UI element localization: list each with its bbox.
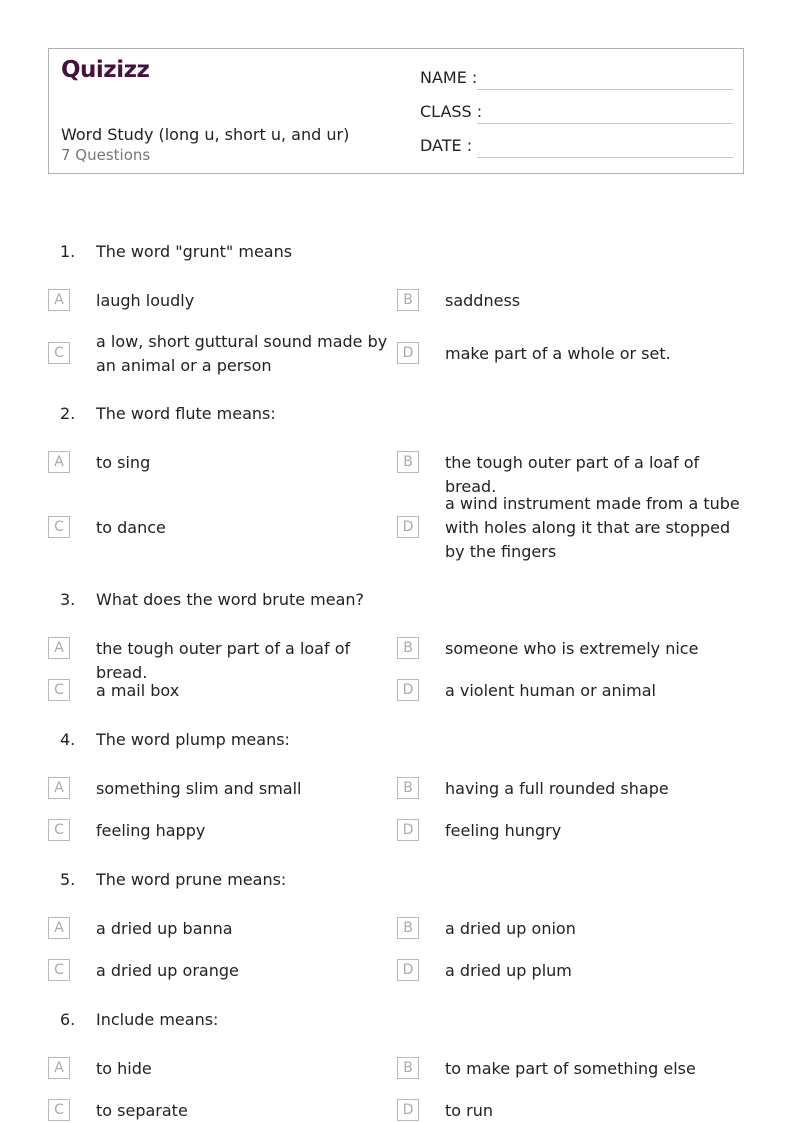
option-text: make part of a whole or set. <box>445 344 671 363</box>
question-text: The word "grunt" means <box>96 242 293 261</box>
question-count: 7 Questions <box>61 146 151 164</box>
question-number: 3. <box>60 590 76 609</box>
option-letter-box: C <box>48 516 70 538</box>
question-number: 6. <box>60 1010 76 1029</box>
option-letter-box: C <box>48 1099 70 1121</box>
option-letter-box: C <box>48 342 70 364</box>
option-text: a dried up orange <box>96 961 239 980</box>
option-letter-box: D <box>397 516 419 538</box>
option-letter-box: B <box>397 451 419 473</box>
name-line <box>477 89 733 90</box>
option-letter-box: A <box>48 917 70 939</box>
option-letter-box: A <box>48 637 70 659</box>
question-text: The word plump means: <box>96 730 290 749</box>
question-text: The word prune means: <box>96 870 287 889</box>
class-label: CLASS : <box>420 102 483 121</box>
date-label: DATE : <box>420 136 473 155</box>
option-letter-box: B <box>397 917 419 939</box>
option-text: a dried up banna <box>96 919 233 938</box>
option-letter-box: D <box>397 342 419 364</box>
option-letter-box: B <box>397 637 419 659</box>
class-line <box>477 123 733 124</box>
option-text: to separate <box>96 1101 188 1120</box>
option-letter-box: B <box>397 289 419 311</box>
question-text: The word flute means: <box>96 404 276 423</box>
option-letter-box: B <box>397 1057 419 1079</box>
option-text: feeling happy <box>96 821 206 840</box>
option-letter-box: D <box>397 1099 419 1121</box>
option-text: a mail box <box>96 681 180 700</box>
option-letter-box: D <box>397 679 419 701</box>
option-letter-box: C <box>48 959 70 981</box>
option-text: a low, short guttural sound made by an animal or a person <box>96 332 388 375</box>
option-text: the tough outer part of a loaf of bread. <box>445 453 700 496</box>
option-text: to hide <box>96 1059 152 1078</box>
option-text: to make part of something else <box>445 1059 696 1078</box>
option-letter-box: A <box>48 1057 70 1079</box>
option-text: saddness <box>445 291 521 310</box>
option-text: a dried up onion <box>445 919 576 938</box>
worksheet-header <box>48 48 744 174</box>
question-number: 1. <box>60 242 76 261</box>
quizizz-logo: Quizizz <box>61 57 150 83</box>
question-number: 4. <box>60 730 76 749</box>
option-text: having a full rounded shape <box>445 779 669 798</box>
date-line <box>477 157 733 158</box>
option-text: a wind instrument made from a tube with holes along it that are stopped by the fingers <box>445 494 740 561</box>
question-number: 2. <box>60 404 76 423</box>
option-letter-box: A <box>48 289 70 311</box>
option-text: something slim and small <box>96 779 302 798</box>
question-text: What does the word brute mean? <box>96 590 365 609</box>
option-text: feeling hungry <box>445 821 562 840</box>
option-text: laugh loudly <box>96 291 195 310</box>
option-letter-box: D <box>397 959 419 981</box>
option-text: a violent human or animal <box>445 681 656 700</box>
option-text: the tough outer part of a loaf of bread. <box>96 639 351 682</box>
option-text: a dried up plum <box>445 961 572 980</box>
option-letter-box: D <box>397 819 419 841</box>
option-text: to run <box>445 1101 494 1120</box>
option-letter-box: A <box>48 451 70 473</box>
option-text: to dance <box>96 518 166 537</box>
worksheet-title: Word Study (long u, short u, and ur) <box>61 125 350 144</box>
question-text: Include means: <box>96 1010 219 1029</box>
option-text: to sing <box>96 453 151 472</box>
option-text: someone who is extremely nice <box>445 639 699 658</box>
option-letter-box: B <box>397 777 419 799</box>
option-letter-box: C <box>48 819 70 841</box>
question-number: 5. <box>60 870 76 889</box>
name-label: NAME : <box>420 68 478 87</box>
option-letter-box: A <box>48 777 70 799</box>
option-letter-box: C <box>48 679 70 701</box>
